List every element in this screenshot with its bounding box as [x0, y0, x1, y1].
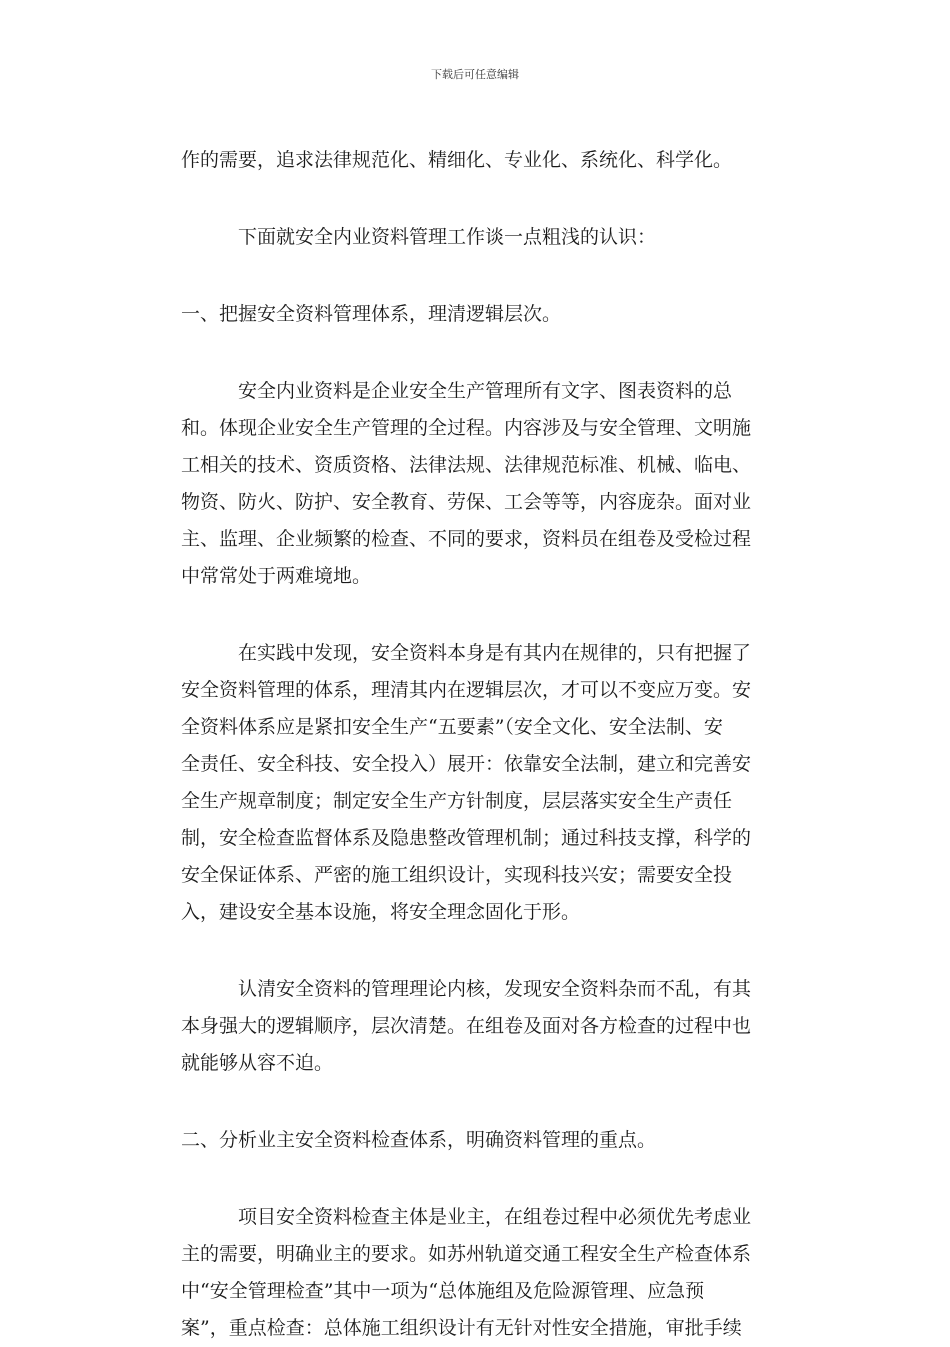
text-line: 二、分析业主安全资料检查体系，明确资料管理的重点。: [181, 1129, 657, 1151]
text-line: 安全资料管理的体系，理清其内在逻辑层次，才可以不变应万变。安: [181, 679, 752, 701]
text-line: 主的需要，明确业主的要求。如苏州轨道交通工程安全生产检查体系: [181, 1243, 752, 1265]
text-line: 中“安全管理检查”其中一项为“总体施组及危险源管理、应急预: [181, 1280, 705, 1302]
text-line: 一、把握安全资料管理体系，理清逻辑层次。: [181, 303, 562, 325]
text-line: 本身强大的逻辑顺序，层次清楚。在组卷及面对各方检查的过程中也: [181, 1015, 752, 1037]
text-line: 物资、防火、防护、安全教育、劳保、工会等等，内容庞杂。面对业: [181, 491, 752, 513]
text-line: 就能够从容不迫。: [181, 1052, 334, 1074]
paragraph-gap: [181, 1159, 761, 1199]
paragraph-gap: [181, 333, 761, 373]
text-line: 中常常处于两难境地。: [181, 565, 372, 587]
text-line: 认清安全资料的管理理论内核，发现安全资料杂而不乱，有其: [181, 978, 752, 1000]
text-line: 项目安全资料检查主体是业主，在组卷过程中必须优先考虑业: [181, 1206, 752, 1228]
document-body: [181, 142, 761, 1347]
text-line: 下面就安全内业资料管理工作谈一点粗浅的认识：: [181, 226, 657, 248]
text-line: 主、监理、企业频繁的检查、不同的要求，资料员在组卷及受检过程: [181, 528, 752, 550]
text-line: 和。体现企业安全生产管理的全过程。内容涉及与安全管理、文明施: [181, 417, 752, 439]
text-line: 安全保证体系、严密的施工组织设计，实现科技兴安；需要安全投: [181, 864, 733, 886]
text-line: 入，建设安全基本设施，将安全理念固化于形。: [181, 901, 581, 923]
text-line: 全责任、安全科技、安全投入）展开：依靠安全法制，建立和完善安: [181, 753, 752, 775]
paragraph-gap: [181, 179, 761, 219]
paragraph-gap: [181, 931, 761, 971]
text-line: 制，安全检查监督体系及隐患整改管理机制；通过科技支撑，科学的: [181, 827, 752, 849]
text-line: 作的需要，追求法律规范化、精细化、专业化、系统化、科学化。: [181, 149, 733, 171]
text-line: 全资料体系应是紧扣安全生产“五要素”（安全文化、安全法制、安: [181, 716, 723, 738]
text-line: 安全内业资料是企业安全生产管理所有文字、图表资料的总: [181, 380, 733, 402]
paragraph-gap: [181, 595, 761, 635]
text-line: 工相关的技术、资质资格、法律法规、法律规范标准、机械、临电、: [181, 454, 752, 476]
text-line: 全生产规章制度；制定安全生产方针制度，层层落实安全生产责任: [181, 790, 733, 812]
page-header: 下载后可任意编辑: [431, 68, 519, 81]
text-line: 在实践中发现，安全资料本身是有其内在规律的，只有把握了: [181, 642, 752, 664]
text-line: 案”，重点检查：总体施工组织设计有无针对性安全措施，审批手续: [181, 1317, 742, 1339]
paragraph-gap: [181, 256, 761, 296]
paragraph-gap: [181, 1082, 761, 1122]
